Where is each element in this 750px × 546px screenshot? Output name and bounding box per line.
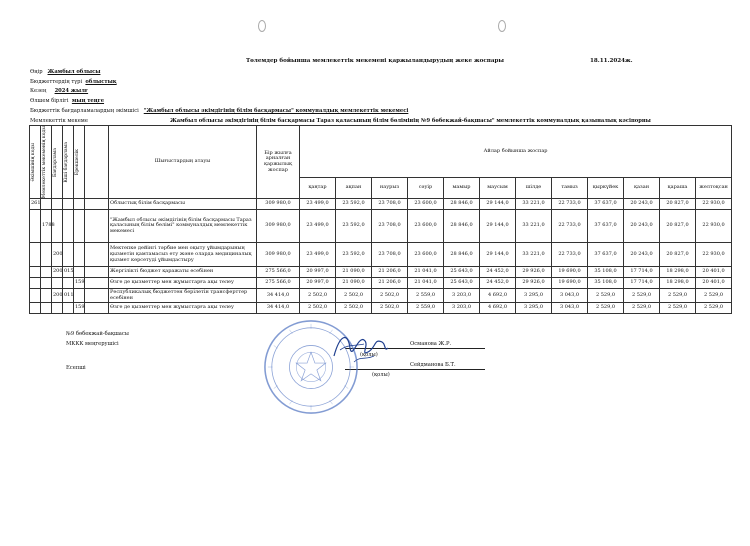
cell-admin-code: 261 bbox=[30, 199, 41, 210]
cell-month-value: 23 499,0 bbox=[300, 199, 336, 210]
table-row bbox=[30, 278, 732, 289]
cell-month-value: 20 997,0 bbox=[300, 267, 336, 278]
cell-institution-code bbox=[41, 243, 52, 267]
cell-institution-code bbox=[41, 199, 52, 210]
region-label: Өңір bbox=[30, 69, 43, 75]
cell-program: 200 bbox=[52, 267, 63, 278]
cell-specific: 159 bbox=[74, 278, 85, 289]
cell-spacer bbox=[85, 278, 109, 289]
cell-annual-plan: 275 566,0 bbox=[257, 278, 300, 289]
cell-month-value: 2 529,0 bbox=[588, 289, 624, 303]
cell-month-value: 22 930,0 bbox=[696, 199, 732, 210]
header-row-1 bbox=[30, 126, 732, 178]
col-header-month: маусым bbox=[480, 178, 516, 199]
cell-month-value: 21 041,0 bbox=[408, 267, 444, 278]
col-header-month: ақпан bbox=[336, 178, 372, 199]
cell-admin-code bbox=[30, 210, 41, 243]
cell-specific bbox=[74, 289, 85, 303]
cell-month-value: 23 600,0 bbox=[408, 210, 444, 243]
cell-month-value: 24 452,0 bbox=[480, 267, 516, 278]
cell-month-value: 23 592,0 bbox=[336, 199, 372, 210]
cell-subprogram bbox=[63, 243, 74, 267]
col-header-month: наурыз bbox=[372, 178, 408, 199]
cell-month-value: 20 401,0 bbox=[696, 267, 732, 278]
unit-value: мың теңге bbox=[71, 98, 105, 104]
accountant-label: Есепші bbox=[66, 365, 86, 371]
cell-program: 200 bbox=[52, 289, 63, 303]
cell-subprogram bbox=[63, 303, 74, 314]
table-row bbox=[30, 303, 732, 314]
cell-annual-plan: 309 980,0 bbox=[257, 210, 300, 243]
period-value: 2024 жылғ bbox=[54, 88, 89, 94]
cell-month-value: 2 559,0 bbox=[408, 289, 444, 303]
cell-month-value: 17 714,0 bbox=[624, 278, 660, 289]
cell-month-value: 37 637,0 bbox=[588, 243, 624, 267]
col-header-month: қаңтар bbox=[300, 178, 336, 199]
cell-month-value: 29 926,0 bbox=[516, 278, 552, 289]
cell-month-value: 35 108,0 bbox=[588, 267, 624, 278]
col-header-expense-name: Шығыстардың атауы bbox=[109, 126, 257, 199]
cell-spacer bbox=[85, 199, 109, 210]
cell-subprogram bbox=[63, 210, 74, 243]
cell-month-value: 2 529,0 bbox=[696, 303, 732, 314]
cell-month-value: 23 592,0 bbox=[336, 243, 372, 267]
col-header-program: Бағдарлама bbox=[52, 126, 63, 199]
cell-admin-code bbox=[30, 243, 41, 267]
cell-month-value: 23 592,0 bbox=[336, 210, 372, 243]
cell-specific bbox=[74, 243, 85, 267]
document-title: Төлемдер бойынша мемлекеттік мекемені қаржыландырудың жеке жоспары bbox=[246, 58, 504, 64]
cell-month-value: 22 930,0 bbox=[696, 243, 732, 267]
cell-spacer bbox=[85, 303, 109, 314]
cell-month-value: 21 090,0 bbox=[336, 267, 372, 278]
cell-month-value: 20 243,0 bbox=[624, 243, 660, 267]
cell-month-value: 2 529,0 bbox=[696, 289, 732, 303]
cell-expense-name: Өзге де қызметтер мен жұмыстарға ақы төлеу bbox=[109, 278, 257, 289]
cell-expense-name: "Жамбыл облысы әкімдігінің білім басқармасы Тараз қаласының білім бөлімі" коммуналдық мемлекеттік мекемесі bbox=[109, 210, 257, 243]
accountant-name: Сейдманова Б.Т. bbox=[410, 362, 456, 368]
cell-specific: 159 bbox=[74, 303, 85, 314]
cell-program bbox=[52, 303, 63, 314]
cell-subprogram bbox=[63, 278, 74, 289]
cell-month-value: 2 529,0 bbox=[660, 303, 696, 314]
cell-month-value: 23 708,0 bbox=[372, 210, 408, 243]
cell-month-value: 4 692,0 bbox=[480, 303, 516, 314]
cell-month-value: 33 221,0 bbox=[516, 210, 552, 243]
cell-month-value: 23 708,0 bbox=[372, 199, 408, 210]
cell-expense-name: Өзге де қызметтер мен жұмыстарға ақы төлеу bbox=[109, 303, 257, 314]
cell-month-value: 2 502,0 bbox=[372, 289, 408, 303]
cell-month-value: 28 846,0 bbox=[444, 199, 480, 210]
col-header-annual-plan: Бір жылға арналған қаржылық жоспар bbox=[257, 126, 300, 199]
cell-month-value: 20 243,0 bbox=[624, 210, 660, 243]
cell-month-value: 20 243,0 bbox=[624, 199, 660, 210]
col-header-spacer bbox=[85, 126, 109, 199]
cell-month-value: 29 144,0 bbox=[480, 210, 516, 243]
cell-month-value: 18 298,0 bbox=[660, 278, 696, 289]
cell-program bbox=[52, 199, 63, 210]
cell-expense-name: Мектепке дейінгі тәрбие мен оқыту ұйымдарының қызметін қамтамасыз ету және оларда медициналық қызмет көрсетуді ұйымдастыру bbox=[109, 243, 257, 267]
budget-type-value: облыстық bbox=[85, 79, 117, 85]
table-body bbox=[30, 199, 732, 314]
col-header-month: мамыр bbox=[444, 178, 480, 199]
cell-institution-code bbox=[41, 303, 52, 314]
region-row bbox=[30, 69, 100, 75]
col-header-monthly-plan: Айлар бойынша жоспар bbox=[300, 126, 732, 178]
org-line-2: МККК меңгерушісі bbox=[66, 341, 119, 347]
table-row bbox=[30, 199, 732, 210]
cell-month-value: 21 206,0 bbox=[372, 278, 408, 289]
cell-month-value: 33 221,0 bbox=[516, 199, 552, 210]
cell-month-value: 2 502,0 bbox=[372, 303, 408, 314]
cell-month-value: 2 529,0 bbox=[588, 303, 624, 314]
cell-institution-code bbox=[41, 267, 52, 278]
cell-annual-plan: 309 980,0 bbox=[257, 199, 300, 210]
head-name: Османова Ж.Р. bbox=[410, 341, 452, 347]
cell-month-value: 23 708,0 bbox=[372, 243, 408, 267]
cell-month-value: 22 930,0 bbox=[696, 210, 732, 243]
cell-month-value: 20 401,0 bbox=[696, 278, 732, 289]
cell-specific bbox=[74, 267, 85, 278]
cell-program bbox=[52, 278, 63, 289]
cell-month-value: 33 221,0 bbox=[516, 243, 552, 267]
unit-label: Өлшем бірлігі bbox=[30, 98, 69, 104]
cell-month-value: 20 827,0 bbox=[660, 199, 696, 210]
budget-type-row bbox=[30, 79, 117, 85]
cell-specific bbox=[74, 210, 85, 243]
cell-month-value: 3 203,0 bbox=[444, 303, 480, 314]
col-header-institution-code: Мемлекеттік мекеменің коды bbox=[41, 126, 52, 199]
cell-month-value: 37 637,0 bbox=[588, 210, 624, 243]
cell-month-value: 22 733,0 bbox=[552, 199, 588, 210]
cell-month-value: 28 846,0 bbox=[444, 243, 480, 267]
cell-spacer bbox=[85, 289, 109, 303]
cell-month-value: 19 690,0 bbox=[552, 267, 588, 278]
col-header-subprogram: Кіші бағдарлама bbox=[63, 126, 74, 199]
col-header-month: шілде bbox=[516, 178, 552, 199]
period-row bbox=[30, 88, 88, 94]
cell-admin-code bbox=[30, 289, 41, 303]
table-row bbox=[30, 289, 732, 303]
admin-row bbox=[30, 108, 408, 114]
table-row bbox=[30, 267, 732, 278]
org-line-1: №9 бөбекжай-бақшасы bbox=[66, 331, 129, 337]
cell-annual-plan: 309 980,0 bbox=[257, 243, 300, 267]
cell-month-value: 29 144,0 bbox=[480, 199, 516, 210]
cell-month-value: 3 295,0 bbox=[516, 289, 552, 303]
cell-month-value: 28 846,0 bbox=[444, 210, 480, 243]
cell-institution-code: 1788 bbox=[41, 210, 52, 243]
cell-month-value: 18 298,0 bbox=[660, 267, 696, 278]
punch-hole-bottom bbox=[498, 20, 506, 32]
cell-month-value: 19 690,0 bbox=[552, 278, 588, 289]
institution-label: Мемлекеттік мекеме bbox=[30, 118, 88, 124]
col-header-specific: Ерекшелік bbox=[74, 126, 85, 199]
cell-month-value: 4 692,0 bbox=[480, 289, 516, 303]
cell-month-value: 35 108,0 bbox=[588, 278, 624, 289]
cell-month-value: 20 997,0 bbox=[300, 278, 336, 289]
cell-month-value: 20 827,0 bbox=[660, 210, 696, 243]
cell-month-value: 23 499,0 bbox=[300, 243, 336, 267]
cell-month-value: 2 529,0 bbox=[624, 289, 660, 303]
cell-month-value: 37 637,0 bbox=[588, 199, 624, 210]
cell-month-value: 23 600,0 bbox=[408, 199, 444, 210]
cell-month-value: 22 733,0 bbox=[552, 243, 588, 267]
cell-annual-plan: 34 414,0 bbox=[257, 303, 300, 314]
cell-annual-plan: 275 566,0 bbox=[257, 267, 300, 278]
accountant-signature-line bbox=[345, 369, 485, 370]
cell-month-value: 2 502,0 bbox=[300, 289, 336, 303]
col-header-month: желтоқсан bbox=[696, 178, 732, 199]
cell-month-value: 25 643,0 bbox=[444, 278, 480, 289]
cell-month-value: 3 295,0 bbox=[516, 303, 552, 314]
col-header-month: сәуір bbox=[408, 178, 444, 199]
cell-month-value: 21 090,0 bbox=[336, 278, 372, 289]
cell-admin-code bbox=[30, 303, 41, 314]
table-row bbox=[30, 210, 732, 243]
handwritten-signature bbox=[330, 326, 390, 366]
cell-month-value: 3 203,0 bbox=[444, 289, 480, 303]
cell-month-value: 2 559,0 bbox=[408, 303, 444, 314]
cell-program: 200 bbox=[52, 243, 63, 267]
admin-label: Бюджеттік бағдарламалардың әкімшісі bbox=[30, 108, 139, 114]
cell-month-value: 29 144,0 bbox=[480, 243, 516, 267]
cell-month-value: 21 041,0 bbox=[408, 278, 444, 289]
cell-month-value: 23 499,0 bbox=[300, 210, 336, 243]
cell-month-value: 2 529,0 bbox=[624, 303, 660, 314]
cell-month-value: 23 600,0 bbox=[408, 243, 444, 267]
cell-institution-code bbox=[41, 289, 52, 303]
cell-month-value: 2 502,0 bbox=[300, 303, 336, 314]
cell-spacer bbox=[85, 243, 109, 267]
cell-spacer bbox=[85, 267, 109, 278]
cell-expense-name: Облыстық білім басқармасы bbox=[109, 199, 257, 210]
institution-value: Жамбыл облысы әкімдігінің білім басқармасы Тараз қаласының білім бөлімінің №9 бөбекжай-бақшасы" мемлекеттік коммуналдық қазыналық кәсіпорны bbox=[170, 118, 651, 124]
cell-specific bbox=[74, 199, 85, 210]
financing-plan-table bbox=[29, 125, 732, 314]
cell-month-value: 20 827,0 bbox=[660, 243, 696, 267]
col-header-month: тамыз bbox=[552, 178, 588, 199]
cell-month-value: 29 926,0 bbox=[516, 267, 552, 278]
document-date: 18.11.2024ж. bbox=[590, 58, 633, 64]
cell-spacer bbox=[85, 210, 109, 243]
cell-month-value: 21 206,0 bbox=[372, 267, 408, 278]
table-row bbox=[30, 243, 732, 267]
accountant-sign-caption: (қолы) bbox=[372, 372, 390, 378]
col-header-admin-code: Әкімшінің коды bbox=[30, 126, 41, 199]
cell-expense-name: Жергілікті бюджет қаражаты есебінен bbox=[109, 267, 257, 278]
budget-type-label: Бюджеттердің түрі bbox=[30, 79, 83, 85]
cell-month-value: 25 643,0 bbox=[444, 267, 480, 278]
cell-subprogram: 011 bbox=[63, 289, 74, 303]
cell-subprogram bbox=[63, 199, 74, 210]
cell-admin-code bbox=[30, 278, 41, 289]
region-value: Жамбыл облысы bbox=[47, 69, 101, 75]
cell-month-value: 22 733,0 bbox=[552, 210, 588, 243]
cell-month-value: 24 452,0 bbox=[480, 278, 516, 289]
cell-month-value: 3 043,0 bbox=[552, 289, 588, 303]
cell-month-value: 2 529,0 bbox=[660, 289, 696, 303]
period-label: Кезең bbox=[30, 88, 47, 94]
col-header-month: қыркүйек bbox=[588, 178, 624, 199]
cell-annual-plan: 34 414,0 bbox=[257, 289, 300, 303]
cell-subprogram: 015 bbox=[63, 267, 74, 278]
cell-month-value: 3 043,0 bbox=[552, 303, 588, 314]
cell-expense-name: Республикалық бюджеттен берілетін трансферттер есебінен bbox=[109, 289, 257, 303]
cell-month-value: 17 714,0 bbox=[624, 267, 660, 278]
unit-row bbox=[30, 98, 104, 104]
col-header-month: қараша bbox=[660, 178, 696, 199]
cell-admin-code bbox=[30, 267, 41, 278]
punch-hole-top bbox=[258, 20, 266, 32]
col-header-month: қазан bbox=[624, 178, 660, 199]
cell-month-value: 2 502,0 bbox=[336, 303, 372, 314]
head-sign-caption: (қолы) bbox=[360, 352, 378, 358]
admin-value: "Жамбыл облысы әкімдігінің білім басқармасы" коммуналдық мемлекеттік мекемесі bbox=[143, 108, 409, 114]
cell-institution-code bbox=[41, 278, 52, 289]
cell-month-value: 2 502,0 bbox=[336, 289, 372, 303]
